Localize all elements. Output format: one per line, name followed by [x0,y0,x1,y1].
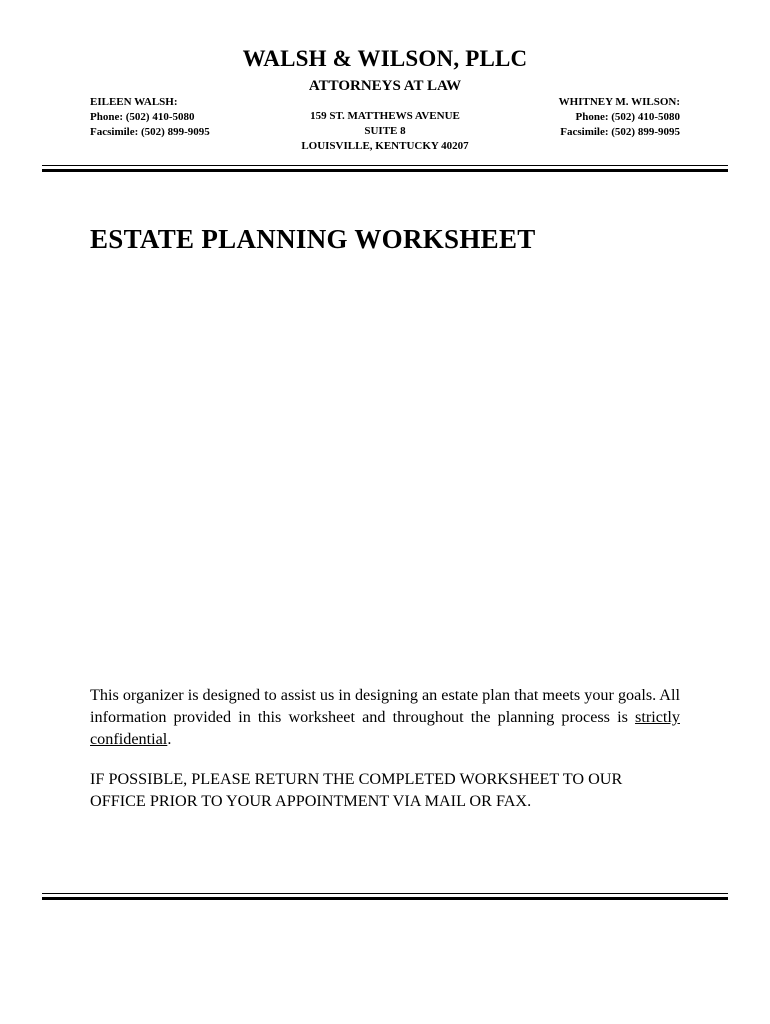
header-divider-thin-line [42,165,728,166]
intro-end: . [167,730,172,748]
left-contact-fax: Facsimile: (502) 899-9095 [90,126,210,138]
document-title: ESTATE PLANNING WORKSHEET [90,224,536,254]
right-contact-fax: Facsimile: (502) 899-9095 [560,126,680,138]
right-contact-name: WHITNEY M. WILSON: [558,96,680,108]
header-divider-thick-line [42,169,728,172]
address-street: 159 ST. MATTHEWS AVENUE [310,110,460,122]
left-contact-phone: Phone: (502) 410-5080 [90,111,195,123]
intro-paragraph [90,684,680,750]
firm-subtitle: ATTORNEYS AT LAW [308,78,462,94]
return-notice: IF POSSIBLE, PLEASE RETURN THE COMPLETED WORKSHEET TO OUR OFFICE PRIOR TO YOUR APPOINTMENT VIA MAIL OR FAX. [90,770,623,810]
address-city: LOUISVILLE, KENTUCKY 40207 [301,140,469,152]
intro-underlined-text: strictly confidential [90,708,680,748]
intro-text: This organizer is designed to assist us in designing an estate plan that meets your goals. All information provided in this worksheet and throughout the planning process is [90,686,680,726]
left-contact-name: EILEEN WALSH: [90,96,178,108]
firm-name: WALSH & WILSON, PLLC [242,46,528,71]
header-divider [42,165,728,172]
footer-divider-thin-line [42,893,728,894]
right-contact-block [559,95,680,140]
footer-divider [42,893,728,900]
address-suite: SUITE 8 [364,125,406,137]
right-contact-phone: Phone: (502) 410-5080 [575,111,680,123]
footer-divider-thick-line [42,897,728,900]
